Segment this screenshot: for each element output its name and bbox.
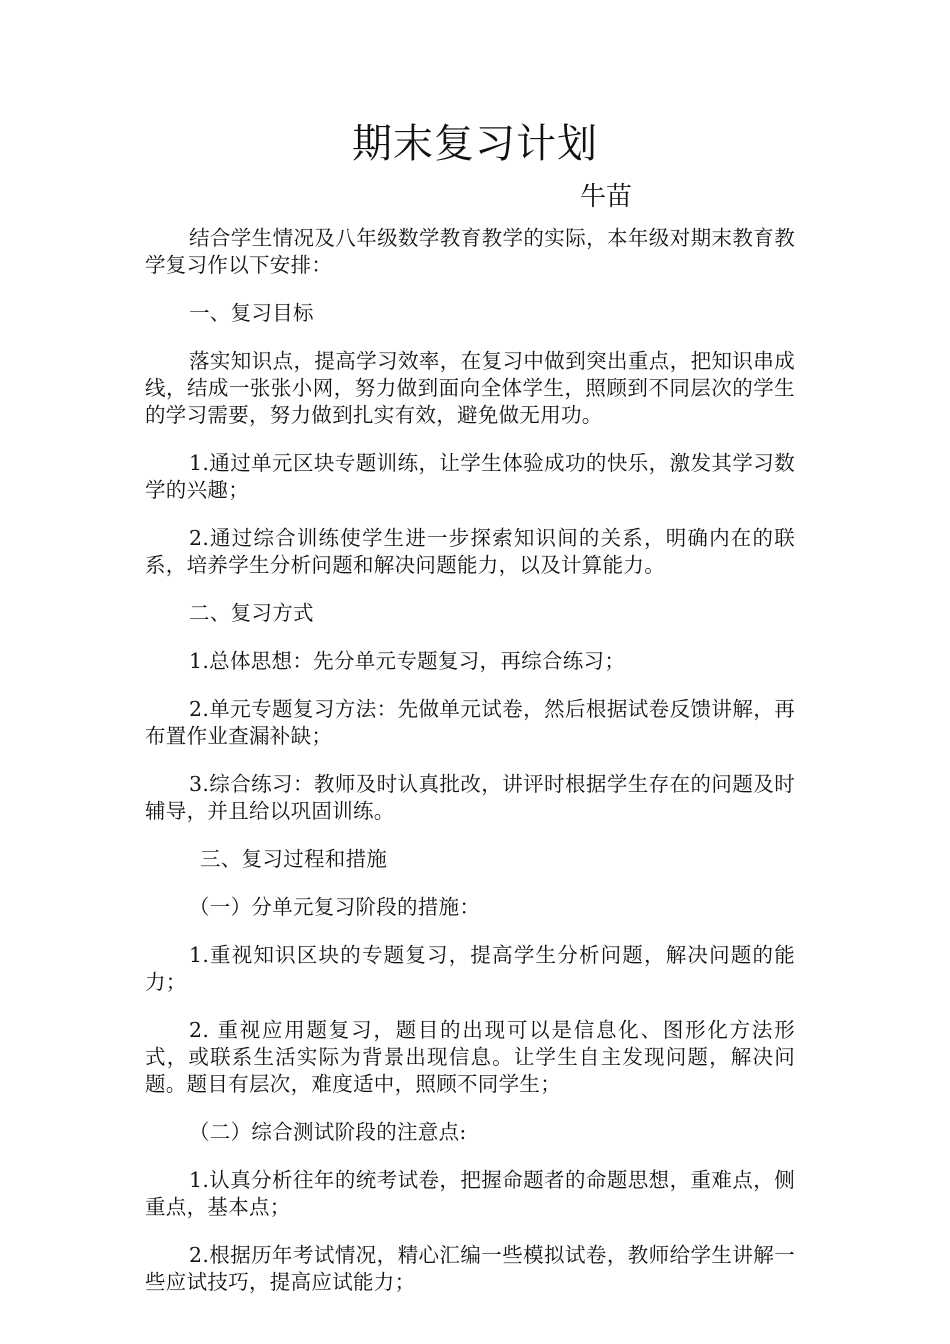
goal-item-2: 2.通过综合训练使学生进一步探索知识间的关系，明确内在的联系，培养学生分析问题和解决问题能力，以及计算能力。 — [145, 526, 795, 577]
section-heading-goals: 一、复习目标 — [189, 301, 314, 325]
intro-paragraph: 结合学生情况及八年级数学教育教学的实际，本年级对期末教育教学复习作以下安排： — [145, 226, 795, 277]
document-title: 期末复习计划 — [352, 121, 598, 167]
unit-review-item-1: 1.重视知识区块的专题复习，提高学生分析问题，解决问题的能力； — [145, 943, 795, 994]
section-heading-process: 三、复习过程和措施 — [200, 847, 388, 871]
subsection-heading-unit-review: （一）分单元复习阶段的措施： — [189, 895, 481, 919]
comprehensive-test-item-1: 1.认真分析往年的统考试卷，把握命题者的命题思想，重难点，侧重点，基本点； — [145, 1168, 795, 1219]
section-heading-methods: 二、复习方式 — [189, 601, 314, 625]
goals-paragraph: 落实知识点，提高学习效率，在复习中做到突出重点，把知识串成线，结成一张张小网，努力做到面向全体学生，照顾到不同层次的学生的学习需要，努力做到扎实有效，避免做无用功。 — [145, 349, 795, 427]
subsection-heading-comprehensive-test: （二）综合测试阶段的注意点: — [189, 1120, 467, 1144]
comprehensive-test-item-2: 2.根据历年考试情况，精心汇编一些模拟试卷，教师给学生讲解一些应试技巧，提高应试能力； — [145, 1243, 795, 1294]
unit-review-item-2: 2. 重视应用题复习，题目的出现可以是信息化、图形化方法形式，或联系生活实际为背景出现信息。让学生自主发现问题，解决问题。题目有层次，难度适中，照顾不同学生； — [145, 1018, 795, 1096]
document-body — [145, 225, 795, 1317]
method-item-1: 1.总体思想：先分单元专题复习，再综合练习； — [189, 649, 626, 673]
document-author: 牛苗 — [580, 182, 633, 212]
method-item-3: 3.综合练习：教师及时认真批改，讲评时根据学生存在的问题及时辅导，并且给以巩固训练。 — [145, 772, 795, 823]
method-item-2: 2.单元专题复习方法：先做单元试卷，然后根据试卷反馈讲解，再布置作业查漏补缺； — [145, 697, 795, 748]
goal-item-1: 1.通过单元区块专题训练，让学生体验成功的快乐，激发其学习数学的兴趣； — [145, 451, 795, 502]
